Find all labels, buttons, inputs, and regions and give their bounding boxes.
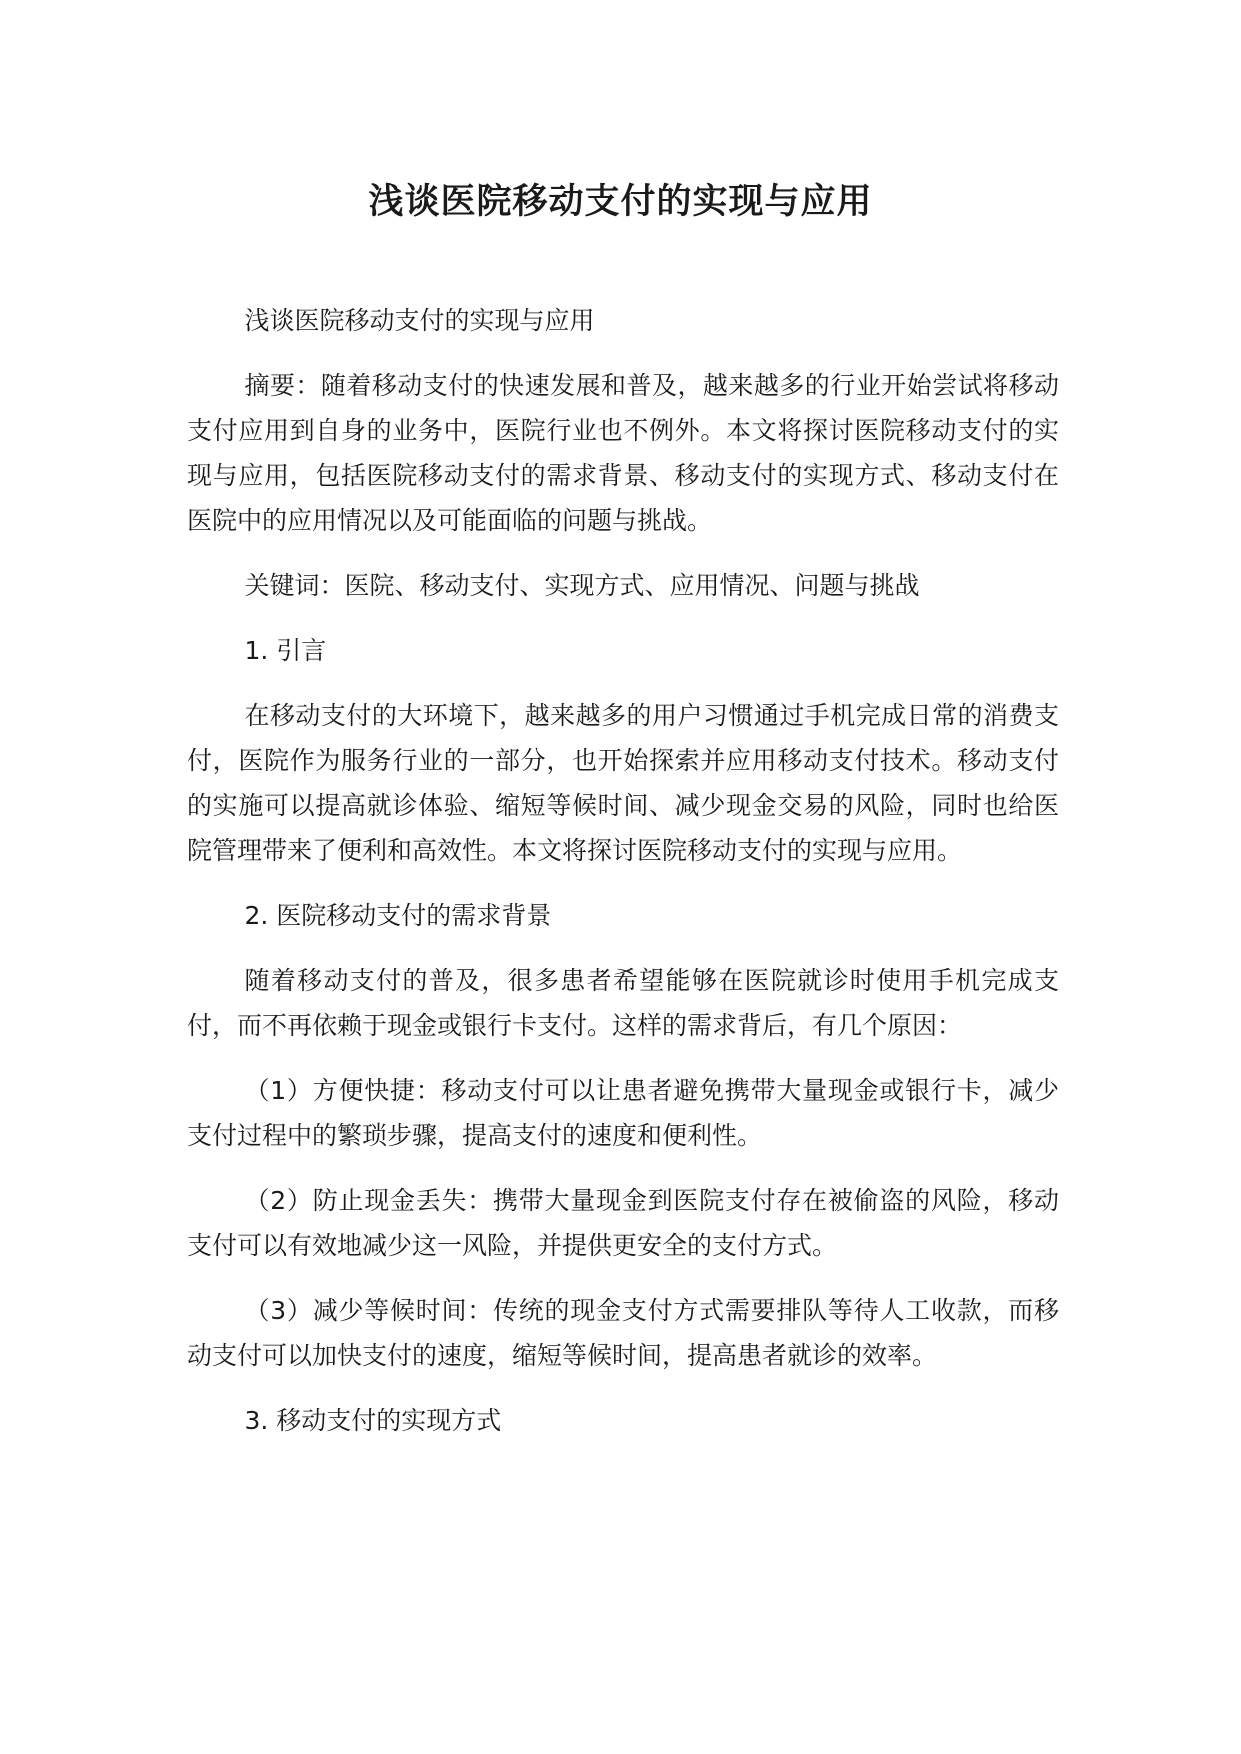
abstract-paragraph: 摘要：随着移动支付的快速发展和普及，越来越多的行业开始尝试将移动支付应用到自身的业务中，医院行业也不例外。本文将探讨医院移动支付的实现与应用，包括医院移动支付的需求背景、移动支付的实现方式、移动支付在医院中的应用情况以及可能面临的问题与挑战。 <box>187 371 1059 535</box>
document-body <box>187 298 1059 1463</box>
section-heading-implementation: 3. 移动支付的实现方式 <box>244 1406 502 1435</box>
section-heading-demand-background: 2. 医院移动支付的需求背景 <box>244 901 552 930</box>
reason-item-1: （1）方便快捷：移动支付可以让患者避免携带大量现金或银行卡，减少支付过程中的繁琐步骤，提高支付的速度和便利性。 <box>187 1076 1059 1150</box>
demand-background-paragraph: 随着移动支付的普及，很多患者希望能够在医院就诊时使用手机完成支付，而不再依赖于现金或银行卡支付。这样的需求背后，有几个原因： <box>187 966 1059 1040</box>
reason-item-3: （3）减少等候时间：传统的现金支付方式需要排队等待人工收款，而移动支付可以加快支付的速度，缩短等候时间，提高患者就诊的效率。 <box>187 1296 1059 1370</box>
document-title: 浅谈医院移动支付的实现与应用 <box>368 182 873 222</box>
subtitle-paragraph: 浅谈医院移动支付的实现与应用 <box>244 306 595 335</box>
section-heading-introduction: 1. 引言 <box>244 636 327 665</box>
keywords-paragraph: 关键词：医院、移动支付、实现方式、应用情况、问题与挑战 <box>244 571 920 600</box>
introduction-paragraph: 在移动支付的大环境下，越来越多的用户习惯通过手机完成日常的消费支付，医院作为服务行业的一部分，也开始探索并应用移动支付技术。移动支付的实施可以提高就诊体验、缩短等候时间、减少现金交易的风险，同时也给医院管理带来了便利和高效性。本文将探讨医院移动支付的实现与应用。 <box>187 701 1059 865</box>
reason-item-2: （2）防止现金丢失：携带大量现金到医院支付存在被偷盗的风险，移动支付可以有效地减少这一风险，并提供更安全的支付方式。 <box>187 1186 1059 1260</box>
